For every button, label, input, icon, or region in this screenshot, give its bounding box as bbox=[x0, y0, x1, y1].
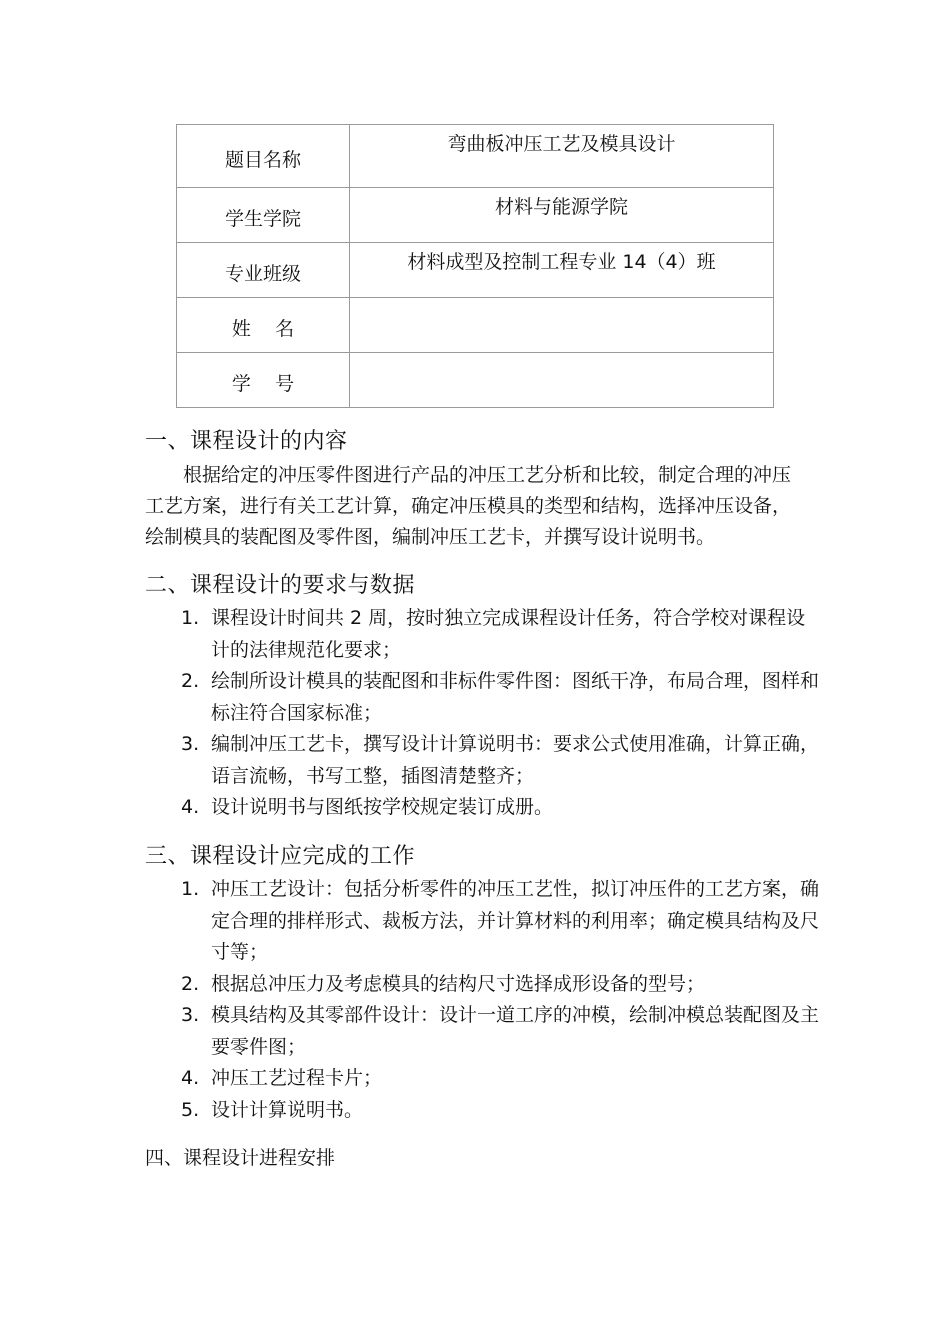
list-item: 2. 绘制所设计模具的装配图和非标件零件图：图纸干净，布局合理，图样和标注符合国家标准； bbox=[181, 670, 820, 724]
row-value-class: 材料成型及控制工程专业 14（4）班 bbox=[350, 243, 774, 298]
section-2-list bbox=[181, 603, 821, 824]
row-label-class: 专业班级 bbox=[177, 243, 350, 298]
row-label-school: 学生学院 bbox=[177, 188, 350, 243]
section-3-list bbox=[181, 874, 821, 1126]
info-table bbox=[176, 124, 774, 408]
section-1-paragraph bbox=[145, 460, 805, 553]
row-label-name: 姓 名 bbox=[177, 298, 350, 353]
section-4-title: 四、课程设计进程安排 bbox=[145, 1147, 336, 1169]
row-label-topic: 题目名称 bbox=[177, 125, 350, 188]
list-item: 5. 设计计算说明书。 bbox=[181, 1098, 364, 1121]
section-1-text: 根据给定的冲压零件图进行产品的冲压工艺分析和比较，制定合理的冲压工艺方案，进行有关工艺计算，确定冲压模具的类型和结构，选择冲压设备，绘制模具的装配图及零件图，编制冲压工艺卡，并撰写设计说明书。 bbox=[145, 464, 792, 548]
list-item: 3. 编制冲压工艺卡，撰写设计计算说明书：要求公式使用准确，计算正确，语言流畅，书写工整，插图清楚整齐； bbox=[181, 733, 820, 787]
section-2-title: 二、课程设计的要求与数据 bbox=[145, 573, 416, 598]
list-item: 1. 冲压工艺设计：包括分析零件的冲压工艺性，拟订冲压件的工艺方案，确定合理的排样形式、裁板方法，并计算材料的利用率；确定模具结构及尺寸等； bbox=[181, 878, 820, 963]
list-item: 2. 根据总冲压力及考虑模具的结构尺寸选择成形设备的型号； bbox=[181, 972, 706, 995]
list-item: 4. 设计说明书与图纸按学校规定装订成册。 bbox=[181, 796, 554, 818]
list-item: 3. 模具结构及其零部件设计：设计一道工序的冲模，绘制冲模总装配图及主要零件图； bbox=[181, 1004, 820, 1058]
list-item: 1. 课程设计时间共 2 周，按时独立完成课程设计任务，符合学校对课程设计的法律规范化要求； bbox=[181, 607, 806, 661]
table-row bbox=[177, 125, 774, 188]
table-row bbox=[177, 243, 774, 298]
row-value-school: 材料与能源学院 bbox=[350, 188, 774, 243]
section-3-title: 三、课程设计应完成的工作 bbox=[145, 844, 416, 869]
row-value-id bbox=[350, 353, 774, 408]
section-1-title: 一、课程设计的内容 bbox=[145, 429, 348, 454]
table-row bbox=[177, 298, 774, 353]
row-value-name bbox=[350, 298, 774, 353]
row-value-topic: 弯曲板冲压工艺及模具设计 bbox=[350, 125, 774, 188]
list-item: 4. 冲压工艺过程卡片； bbox=[181, 1067, 383, 1089]
table-row bbox=[177, 353, 774, 408]
row-label-id: 学 号 bbox=[177, 353, 350, 408]
table-row bbox=[177, 188, 774, 243]
